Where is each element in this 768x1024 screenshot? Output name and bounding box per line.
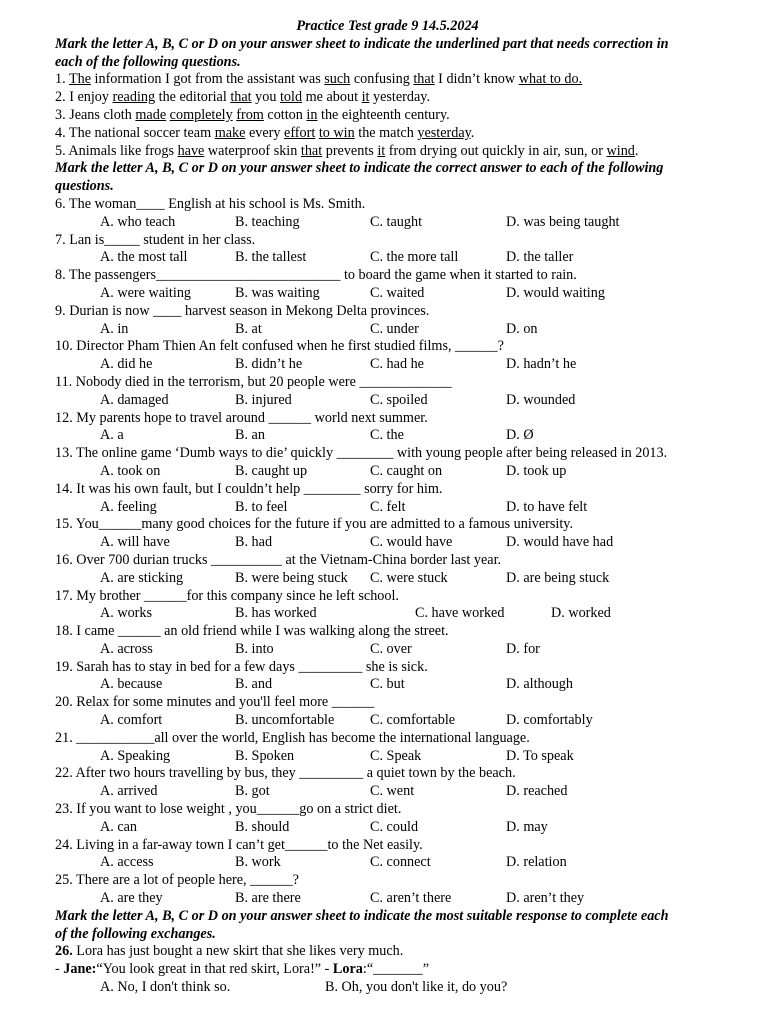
underlined-part[interactable]: have bbox=[177, 142, 205, 159]
question-stem: 7. Lan is_____ student in her class. bbox=[55, 231, 256, 248]
option-c[interactable]: C. connect bbox=[370, 854, 431, 871]
question-text: 2. I enjoy bbox=[55, 89, 113, 106]
option-c[interactable]: C. taught bbox=[370, 213, 423, 230]
question-text: . bbox=[470, 124, 475, 141]
question-number: 26. bbox=[55, 943, 73, 960]
option-d[interactable]: D. worked bbox=[551, 605, 611, 622]
question-stem: 20. Relax for some minutes and you'll feel more ______ bbox=[55, 694, 375, 711]
option-d[interactable]: D. Ø bbox=[506, 427, 534, 444]
question-text: yesterday. bbox=[369, 89, 430, 106]
section-3-instruction bbox=[55, 908, 720, 944]
underlined-part[interactable]: in bbox=[306, 106, 318, 123]
option-a[interactable]: A. are they bbox=[100, 890, 163, 907]
question-text: 1. bbox=[55, 71, 69, 88]
underlined-part[interactable]: it bbox=[377, 142, 386, 159]
option-d[interactable]: D. took up bbox=[506, 462, 567, 479]
question-item bbox=[55, 89, 720, 107]
question-text: every bbox=[245, 124, 285, 141]
option-c[interactable]: C. spoiled bbox=[370, 391, 428, 408]
question-options bbox=[55, 748, 720, 766]
option-b[interactable]: B. the tallest bbox=[235, 249, 307, 266]
option-b[interactable]: B. injured bbox=[235, 391, 292, 408]
underlined-part[interactable]: that bbox=[300, 142, 323, 159]
question-options bbox=[55, 712, 720, 730]
option-d[interactable]: D. To speak bbox=[506, 747, 574, 764]
option-a[interactable]: A. who teach bbox=[100, 213, 176, 230]
option-a[interactable]: A. No, I don't think so. bbox=[100, 979, 231, 996]
question-text: 5. Animals like frogs bbox=[55, 142, 178, 159]
option-d[interactable]: D. wounded bbox=[506, 391, 576, 408]
option-d[interactable]: D. was being taught bbox=[506, 213, 620, 230]
option-b[interactable]: B. into bbox=[235, 640, 274, 657]
question-options bbox=[55, 534, 720, 552]
option-b[interactable]: B. was waiting bbox=[235, 284, 320, 301]
option-a[interactable]: A. were waiting bbox=[100, 284, 192, 301]
question-item bbox=[55, 71, 720, 89]
option-a[interactable]: A. damaged bbox=[100, 391, 169, 408]
option-d[interactable]: D. would have had bbox=[506, 534, 614, 551]
question-stem: 11. Nobody died in the terrorism, but 20 people were _____________ bbox=[55, 373, 452, 390]
question-stem: 17. My brother ______for this company since he left school. bbox=[55, 587, 399, 604]
question-options bbox=[55, 392, 720, 410]
question-item bbox=[55, 143, 720, 161]
question-stem: 12. My parents hope to travel around ______ world next summer. bbox=[55, 409, 428, 426]
question-stem: 14. It was his own fault, but I couldn’t help ________ sorry for him. bbox=[55, 480, 443, 497]
question-item bbox=[55, 107, 720, 125]
option-c[interactable]: C. but bbox=[370, 676, 405, 693]
underlined-part[interactable]: yesterday bbox=[417, 124, 471, 141]
option-c[interactable]: C. have worked bbox=[415, 605, 505, 622]
question-options bbox=[55, 285, 720, 303]
underlined-part[interactable]: make bbox=[214, 124, 246, 141]
question-options bbox=[55, 605, 720, 623]
question-stem: 8. The passengers__________________________ to board the game when it started to rain. bbox=[55, 267, 577, 284]
option-a[interactable]: A. feeling bbox=[100, 498, 157, 515]
option-b[interactable]: B. and bbox=[235, 676, 273, 693]
question-options bbox=[55, 570, 720, 588]
instruction-line: of the following exchanges. bbox=[55, 925, 216, 942]
option-d[interactable]: D. relation bbox=[506, 854, 567, 871]
underlined-part[interactable]: completely bbox=[169, 106, 233, 123]
question-options bbox=[55, 249, 720, 267]
option-a[interactable]: A. across bbox=[100, 640, 153, 657]
multiple-choice-questions bbox=[55, 196, 720, 908]
question-stem: 16. Over 700 durian trucks __________ at the Vietnam-China border last year. bbox=[55, 551, 502, 568]
instruction-line: Mark the letter A, B, C or D on your answer sheet to indicate the most suitable response to complete each bbox=[55, 907, 669, 924]
question-text: the match bbox=[354, 124, 418, 141]
option-d[interactable]: D. on bbox=[506, 320, 538, 337]
question-text: the eighteenth century. bbox=[317, 106, 450, 123]
option-a[interactable]: A. comfort bbox=[100, 712, 163, 729]
error-identification-questions bbox=[55, 71, 720, 160]
option-a[interactable]: A. access bbox=[100, 854, 154, 871]
option-d[interactable]: D. may bbox=[506, 818, 548, 835]
question-26-options bbox=[55, 979, 720, 997]
question-options bbox=[55, 819, 720, 837]
option-a[interactable]: A. because bbox=[100, 676, 163, 693]
option-d[interactable]: D. hadn’t he bbox=[506, 356, 577, 373]
underlined-part[interactable]: what to do. bbox=[518, 71, 583, 88]
question-stem: 15. You______many good choices for the future if you are admitted to a famous university. bbox=[55, 516, 574, 533]
question-options bbox=[55, 783, 720, 801]
option-a[interactable]: A. in bbox=[100, 320, 129, 337]
option-b[interactable]: B. to feel bbox=[235, 498, 288, 515]
question-26-dialogue bbox=[55, 961, 720, 979]
question-options bbox=[55, 641, 720, 659]
option-a[interactable]: A. can bbox=[100, 818, 138, 835]
underlined-part[interactable]: effort bbox=[284, 124, 316, 141]
question-text: from drying out quickly in air, sun, or bbox=[385, 142, 607, 159]
question-stem: 13. The online game ‘Dumb ways to die’ quickly ________ with young people after being released in 2013. bbox=[55, 445, 668, 462]
option-d[interactable]: D. although bbox=[506, 676, 573, 693]
underlined-part[interactable]: The bbox=[68, 71, 91, 88]
question-text: . bbox=[634, 142, 639, 159]
option-b[interactable]: B. teaching bbox=[235, 213, 300, 230]
underlined-part[interactable]: from bbox=[236, 106, 264, 123]
option-b[interactable]: B. had bbox=[235, 534, 273, 551]
option-c[interactable]: C. were stuck bbox=[370, 569, 448, 586]
instruction-line: Mark the letter A, B, C or D on your answer sheet to indicate the underlined part that needs correction in bbox=[55, 35, 669, 52]
question-options bbox=[55, 499, 720, 517]
question-stem: 9. Durian is now ____ harvest season in Mekong Delta provinces. bbox=[55, 302, 430, 319]
section-2-instruction bbox=[55, 160, 720, 196]
option-a[interactable]: A. did he bbox=[100, 356, 153, 373]
option-c[interactable]: C. comfortable bbox=[370, 712, 456, 729]
option-c[interactable]: C. could bbox=[370, 818, 419, 835]
question-26-stem bbox=[55, 943, 720, 961]
option-d[interactable]: D. would waiting bbox=[506, 284, 605, 301]
option-b[interactable]: B. were being stuck bbox=[235, 569, 348, 586]
question-text: 4. The national soccer team bbox=[55, 124, 215, 141]
option-c[interactable]: C. Speak bbox=[370, 747, 422, 764]
option-c[interactable]: C. had he bbox=[370, 356, 424, 373]
option-a[interactable]: A. the most tall bbox=[100, 249, 188, 266]
question-stem: 21. ___________all over the world, English has become the international language. bbox=[55, 729, 530, 746]
section-1-instruction bbox=[55, 36, 720, 72]
question-text: confusing bbox=[350, 71, 414, 88]
option-c[interactable]: C. waited bbox=[370, 284, 425, 301]
question-options bbox=[55, 854, 720, 872]
question-stem: 23. If you want to lose weight , you______go on a strict diet. bbox=[55, 801, 402, 818]
question-text: me about bbox=[302, 89, 362, 106]
instruction-line: questions. bbox=[55, 178, 114, 195]
option-b[interactable]: B. an bbox=[235, 427, 265, 444]
instruction-line: Mark the letter A, B, C or D on your answer sheet to indicate the correct answer to each of the following bbox=[55, 160, 664, 177]
option-b[interactable]: B. work bbox=[235, 854, 281, 871]
option-d[interactable]: D. for bbox=[506, 640, 540, 657]
option-b[interactable]: B. caught up bbox=[235, 462, 308, 479]
option-c[interactable]: C. under bbox=[370, 320, 419, 337]
question-options bbox=[55, 890, 720, 908]
option-d[interactable]: D. aren’t they bbox=[506, 890, 585, 907]
option-b[interactable]: B. didn’t he bbox=[235, 356, 303, 373]
option-b[interactable]: B. are there bbox=[235, 890, 301, 907]
option-d[interactable]: D. the taller bbox=[506, 249, 574, 266]
speaker-lora: Lora bbox=[332, 961, 363, 978]
option-b[interactable]: B. Oh, you don't like it, do you? bbox=[325, 979, 508, 996]
option-c[interactable]: C. the bbox=[370, 427, 404, 444]
question-options bbox=[55, 463, 720, 481]
option-a[interactable]: A. Speaking bbox=[100, 747, 171, 764]
option-c[interactable]: C. the more tall bbox=[370, 249, 459, 266]
option-a[interactable]: A. are sticking bbox=[100, 569, 184, 586]
underlined-part[interactable]: such bbox=[324, 71, 351, 88]
question-text: you bbox=[251, 89, 280, 106]
option-c[interactable]: C. felt bbox=[370, 498, 406, 515]
underlined-part[interactable]: wind bbox=[606, 142, 635, 159]
question-options bbox=[55, 214, 720, 232]
question-stem: 22. After two hours travelling by bus, they _________ a quiet town by the beach. bbox=[55, 765, 516, 782]
option-a[interactable]: A. will have bbox=[100, 534, 170, 551]
underlined-part[interactable]: that bbox=[413, 71, 435, 88]
option-c[interactable]: C. aren’t there bbox=[370, 890, 452, 907]
option-d[interactable]: D. comfortably bbox=[506, 712, 593, 729]
underlined-part[interactable]: it bbox=[361, 89, 370, 106]
option-c[interactable]: C. caught on bbox=[370, 462, 443, 479]
option-b[interactable]: B. got bbox=[235, 783, 270, 800]
dialogue-line: “You look great in that red skirt, Lora!” - bbox=[96, 961, 333, 978]
question-text: the editorial bbox=[155, 89, 231, 106]
worksheet-page bbox=[55, 18, 720, 997]
question-stem: 10. Director Pham Thien An felt confused when he first studied films, ______? bbox=[55, 338, 504, 355]
option-a[interactable]: A. arrived bbox=[100, 783, 158, 800]
question-text: I didn’t know bbox=[434, 71, 519, 88]
option-c[interactable]: C. went bbox=[370, 783, 415, 800]
underlined-part[interactable]: made bbox=[135, 106, 167, 123]
question-stem: 25. There are a lot of people here, ______? bbox=[55, 872, 299, 889]
option-b[interactable]: B. Spoken bbox=[235, 747, 295, 764]
question-options bbox=[55, 676, 720, 694]
option-a[interactable]: A. works bbox=[100, 605, 153, 622]
option-b[interactable]: B. at bbox=[235, 320, 262, 337]
option-b[interactable]: B. uncomfortable bbox=[235, 712, 335, 729]
option-c[interactable]: C. would have bbox=[370, 534, 453, 551]
question-text: Lora has just bought a new skirt that she likes very much. bbox=[72, 943, 404, 960]
dialogue-blank: :“_______” bbox=[362, 961, 430, 978]
dialogue-dash: - bbox=[55, 961, 64, 978]
question-text: waterproof skin bbox=[204, 142, 301, 159]
question-stem: 19. Sarah has to stay in bed for a few days _________ she is sick. bbox=[55, 658, 428, 675]
option-a[interactable]: A. took on bbox=[100, 462, 161, 479]
option-d[interactable]: D. are being stuck bbox=[506, 569, 610, 586]
option-d[interactable]: D. to have felt bbox=[506, 498, 588, 515]
speaker-jane: Jane: bbox=[63, 961, 97, 978]
page-title: Practice Test grade 9 14.5.2024 bbox=[296, 18, 479, 34]
option-a[interactable]: A. a bbox=[100, 427, 124, 444]
underlined-part[interactable]: that bbox=[230, 89, 252, 106]
question-text: information I got from the assistant was bbox=[91, 71, 325, 88]
question-stem: 6. The woman____ English at his school is Ms. Smith. bbox=[55, 195, 366, 212]
underlined-part[interactable]: to win bbox=[318, 124, 355, 141]
question-options bbox=[55, 321, 720, 339]
question-text: cotton bbox=[263, 106, 307, 123]
option-c[interactable]: C. over bbox=[370, 640, 412, 657]
underlined-part[interactable]: reading bbox=[112, 89, 156, 106]
question-item bbox=[55, 125, 720, 143]
option-b[interactable]: B. should bbox=[235, 818, 290, 835]
option-d[interactable]: D. reached bbox=[506, 783, 568, 800]
question-stem: 24. Living in a far-away town I can’t get______to the Net easily. bbox=[55, 836, 423, 853]
option-b[interactable]: B. has worked bbox=[235, 605, 317, 622]
question-options bbox=[55, 427, 720, 445]
underlined-part[interactable]: told bbox=[279, 89, 303, 106]
question-text: prevents bbox=[322, 142, 378, 159]
question-text: 3. Jeans cloth bbox=[55, 106, 136, 123]
instruction-line: each of the following questions. bbox=[55, 53, 241, 70]
question-stem: 18. I came ______ an old friend while I was walking along the street. bbox=[55, 623, 449, 640]
question-options bbox=[55, 356, 720, 374]
